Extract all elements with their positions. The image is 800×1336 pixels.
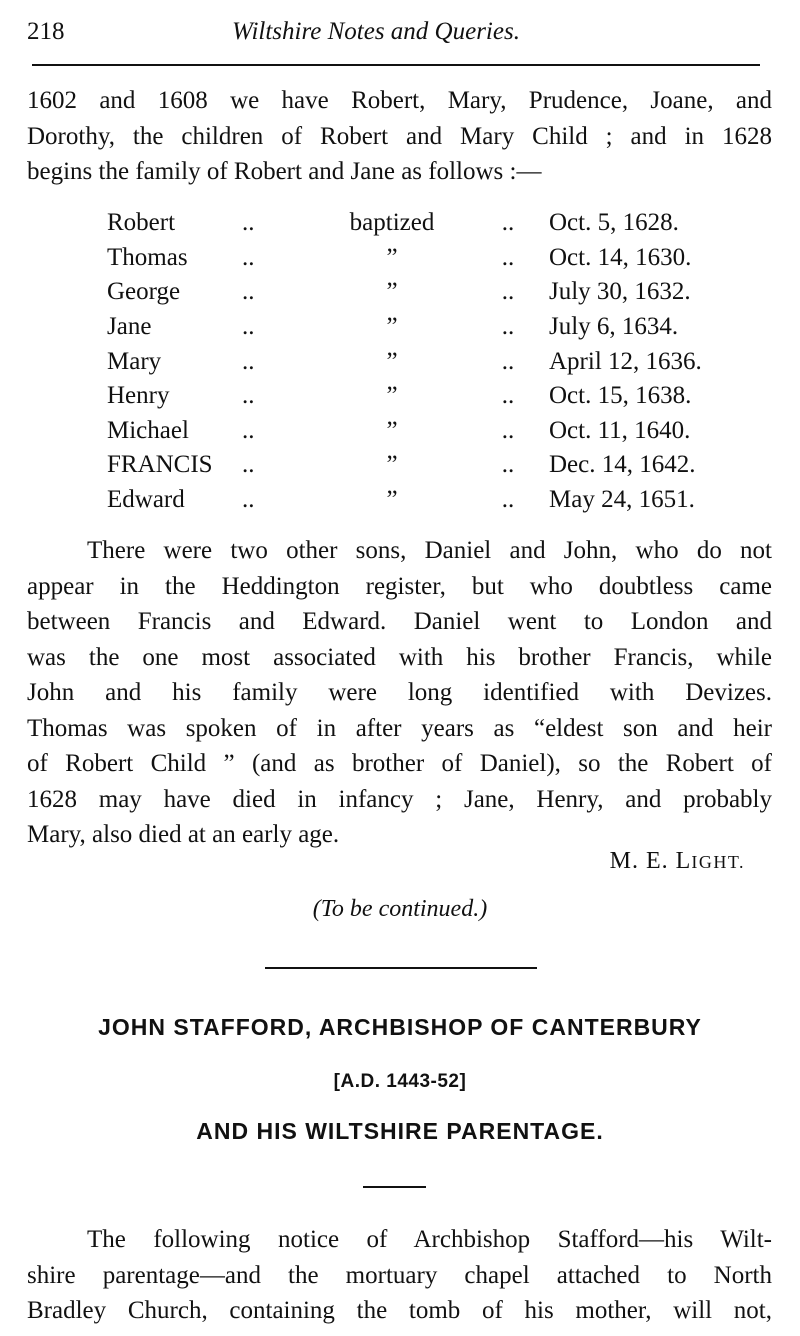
child-name: FRANCIS	[107, 451, 213, 479]
header-rule	[32, 64, 760, 66]
baptism-action: baptized	[349, 209, 435, 237]
text-line: Mary, also died at an early age.	[27, 821, 340, 848]
table-row	[107, 379, 749, 414]
leader-dots: ..	[242, 278, 255, 306]
ditto-mark: ”	[386, 347, 398, 375]
baptism-date: Oct. 14, 1630.	[549, 243, 692, 271]
child-name: Jane	[107, 313, 152, 341]
table-row	[107, 241, 749, 276]
body-paragraph	[27, 533, 772, 853]
table-row	[107, 483, 749, 518]
table-row	[107, 310, 749, 345]
leader-dots: ..	[501, 278, 515, 306]
baptism-date: April 12, 1636.	[549, 347, 702, 375]
leader-dots: ..	[501, 347, 515, 375]
child-name: Henry	[107, 382, 170, 410]
leader-dots: ..	[501, 416, 515, 444]
leader-dots: ..	[242, 347, 255, 375]
ditto-mark: ”	[386, 278, 398, 306]
leader-dots: ..	[501, 382, 515, 410]
text-line: appear in the Heddington register, but who doubtless came	[27, 572, 772, 600]
author-signature	[610, 848, 745, 875]
baptism-date: May 24, 1651.	[549, 486, 695, 514]
text-line: shire parentage—and the mortuary chapel attached to North	[27, 1261, 772, 1289]
text-line: 1602 and 1608 we have Robert, Mary, Prudence, Joane, and	[27, 87, 772, 114]
child-name: Robert	[107, 209, 176, 237]
intro-paragraph	[27, 83, 772, 190]
ditto-mark: ”	[386, 382, 398, 410]
leader-dots: ..	[242, 243, 255, 271]
ditto-mark: ”	[386, 486, 398, 514]
ditto-mark: ”	[386, 416, 398, 444]
table-row	[107, 275, 749, 310]
leader-dots: ..	[242, 451, 255, 479]
running-title: Wiltshire Notes and Queries.	[232, 18, 520, 45]
text-line: was the one most associated with his brother Francis, while	[27, 643, 772, 671]
leader-dots: ..	[242, 416, 255, 444]
article-subtitle: AND HIS WILTSHIRE PARENTAGE.	[196, 1118, 604, 1144]
baptism-date: July 6, 1634.	[549, 313, 679, 341]
text-line: 1628 may have died in infancy ; Jane, Henry, and probably	[27, 785, 772, 813]
text-line: The following notice of Archbishop Stafford—his Wilt-	[87, 1226, 772, 1253]
baptism-date: Dec. 14, 1642.	[549, 451, 696, 479]
child-name: Mary	[107, 347, 162, 375]
text-line: Dorothy, the children of Robert and Mary Child ; and in 1628	[27, 122, 772, 150]
text-line: John and his family were long identified with Devizes.	[27, 679, 772, 706]
leader-dots: ..	[242, 313, 255, 341]
text-line: There were two other sons, Daniel and John, who do not	[87, 537, 772, 564]
article-dates: [A.D. 1443-52]	[333, 1071, 467, 1092]
leader-dots: ..	[501, 243, 515, 271]
child-name: George	[107, 278, 181, 306]
child-name: Edward	[107, 486, 185, 514]
page-number: 218	[27, 18, 65, 45]
leader-dots: ..	[242, 209, 255, 237]
baptism-date: July 30, 1632.	[549, 278, 691, 306]
child-name: Michael	[107, 416, 189, 444]
continued-note: (To be continued.)	[312, 896, 488, 922]
running-header	[27, 18, 762, 52]
ditto-mark: ”	[386, 243, 398, 271]
article-paragraph	[27, 1222, 772, 1329]
ditto-mark: ”	[386, 451, 398, 479]
signature-surname: IGHT.	[691, 852, 745, 872]
leader-dots: ..	[242, 486, 255, 514]
text-line: between Francis and Edward. Daniel went to London and	[27, 608, 772, 635]
baptism-register-table	[107, 206, 749, 517]
leader-dots: ..	[501, 313, 515, 341]
child-name: Thomas	[107, 243, 188, 271]
table-row	[107, 344, 749, 379]
text-line: Bradley Church, containing the tomb of his mother, will not,	[27, 1297, 772, 1324]
leader-dots: ..	[242, 382, 255, 410]
title-divider	[363, 1186, 426, 1188]
leader-dots: ..	[501, 451, 515, 479]
section-divider	[265, 967, 537, 969]
text-line: of Robert Child ” (and as brother of Daniel), so the Robert of	[27, 750, 772, 777]
ditto-mark: ”	[386, 313, 398, 341]
text-line: begins the family of Robert and Jane as follows :—	[27, 158, 542, 185]
baptism-date: Oct. 11, 1640.	[549, 416, 691, 444]
leader-dots: ..	[501, 209, 515, 237]
table-row	[107, 206, 749, 241]
table-row	[107, 414, 749, 449]
baptism-date: Oct. 5, 1628.	[549, 209, 679, 237]
baptism-date: Oct. 15, 1638.	[549, 382, 692, 410]
article-title: JOHN STAFFORD, ARCHBISHOP OF CANTERBURY	[98, 1014, 702, 1040]
signature-initials: M. E. L	[609, 848, 692, 874]
text-line: Thomas was spoken of in after years as “eldest son and heir	[27, 714, 772, 742]
leader-dots: ..	[501, 486, 515, 514]
table-row	[107, 448, 749, 483]
